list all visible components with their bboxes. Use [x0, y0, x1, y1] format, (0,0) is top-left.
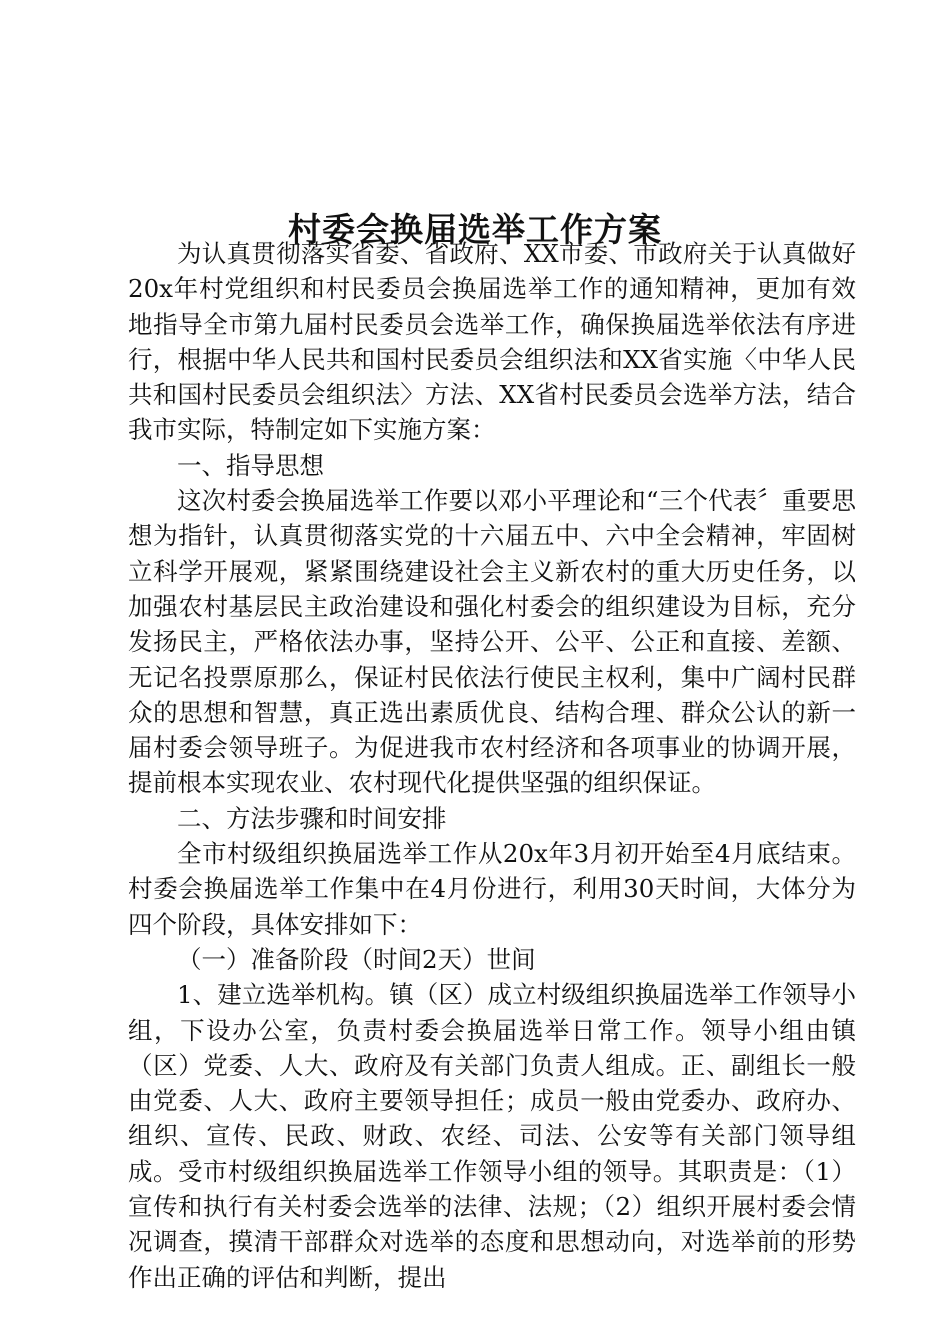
subsection-heading-preparation: （一）准备阶段（时间2天）世间 — [177, 944, 536, 974]
document-title: 村委会换届选举工作方案 — [288, 210, 662, 250]
section-heading-guiding-thought: 一、指导思想 — [177, 450, 324, 480]
preparation-paragraph: 1、建立选举机构。镇（区）成立村级组织换届选举工作领导小组，下设办公室，负责村委会换届选举日常工作。领导小组由镇（区）党委、人大、政府及有关部门负责人组成。正、副组长一般由党委、人大、政府主要领导担任；成员一般由党委办、政府办、组织、宣传、民政、财政、农经、司法、公安等有关部门领导组成。受市村级组织换届选举工作领导小组的领导。其职责是：（1）宣传和执行有关村委会选举的法律、法规；（2）组织开展村委会情况调查，摸清干部群众对选举的态度和思想动向，对选举前的形势作出正确的评估和判断，提出 — [128, 980, 856, 1292]
guiding-thought-paragraph: 这次村委会换届选举工作要以邓小平理论和“三个代表〞重要思想为指针，认真贯彻落实党的十六届五中、六中全会精神，牢固树立科学开展观，紧紧围绕建设社会主义新农村的重大历史任务，以加强农村基层民主政治建设和强化村委会的组织建设为目标，充分发扬民主，严格依法办事，坚持公开、公平、公正和直接、差额、无记名投票原那么，保证村民依法行使民主权利，集中广阔村民群众的思想和智慧，真正选出素质优良、结构合理、群众公认的新一届村委会领导班子。为促进我市农村经济和各项事业的协调开展，提前根本实现农业、农村现代化提供坚强的组织保证。 — [128, 486, 856, 798]
intro-paragraph: 为认真贯彻落实省委、省政府、XX市委、市政府关于认真做好20x年村党组织和村民委员会换届选举工作的通知精神，更加有效地指导全市第九届村民委员会选举工作，确保换届选举依法有序进行，根据中华人民共和国村民委员会组织法和XX省实施〈中华人民共和国村民委员会组织法〉方法、XX省村民委员会选举方法，结合我市实际，特制定如下实施方案： — [128, 239, 856, 445]
section-heading-methods-schedule: 二、方法步骤和时间安排 — [177, 803, 447, 833]
document-body — [128, 236, 856, 1295]
schedule-paragraph: 全市村级组织换届选举工作从20x年3月初开始至4月底结束。村委会换届选举工作集中在4月份进行，利用30天时间，大体分为四个阶段，具体安排如下： — [128, 839, 856, 939]
